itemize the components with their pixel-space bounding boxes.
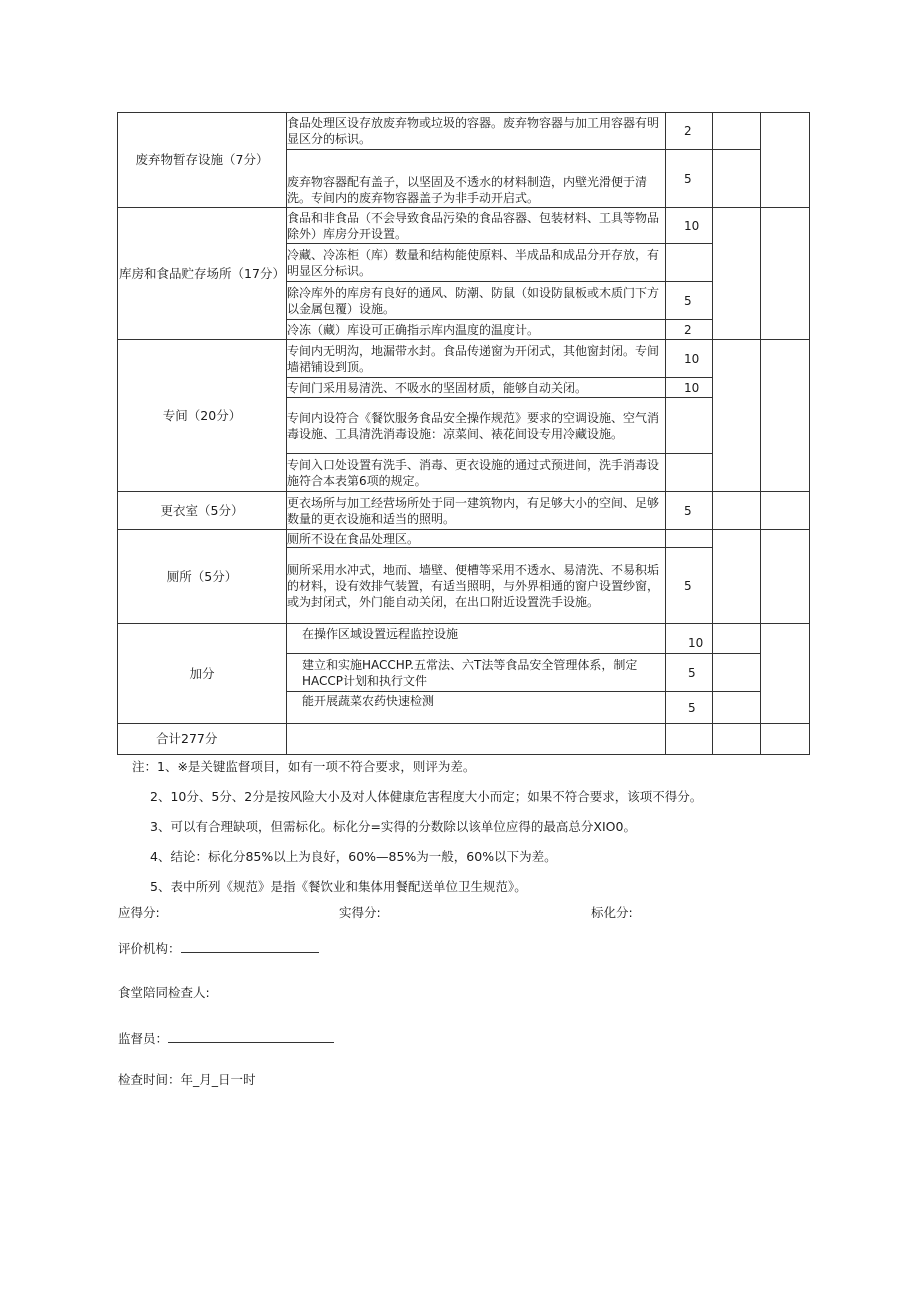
remark-cell <box>761 724 810 755</box>
points-cell: 2 <box>666 320 713 340</box>
standard-score-label: 标化分: <box>591 905 633 920</box>
requirement-cell: 能开展蔬菜农药快速检测 <box>287 692 666 724</box>
canteen-inspector-line <box>118 983 210 1003</box>
category-cell: 加分 <box>118 624 287 724</box>
category-cell: 厕所（5分） <box>118 530 287 624</box>
score-cell <box>713 492 761 530</box>
requirement-cell: 除冷库外的库房有良好的通风、防潮、防鼠（如设防鼠板或木质门下方以金属包覆）设施。 <box>287 282 666 320</box>
remark-cell <box>761 624 810 724</box>
requirement-cell: 食品处理区设存放废弃物或垃圾的容器。废弃物容器与加工用容器有明显区分的标识。 <box>287 113 666 150</box>
category-cell: 更衣室（5分） <box>118 492 287 530</box>
table-row <box>118 530 810 548</box>
points-cell: 10 <box>666 340 713 378</box>
evaluation-org-label: 评价机构： <box>118 941 181 956</box>
score-summary-row <box>118 903 738 923</box>
remark-cell <box>761 113 810 208</box>
note-line: 2、10分、5分、2分是按风险大小及对人体健康危害程度大小而定；如果不符合要求，该项不得分。 <box>150 789 703 804</box>
category-cell: 废弃物暂存设施（7分） <box>118 113 287 208</box>
score-cell <box>713 340 761 492</box>
due-score-label: 应得分: <box>118 905 160 920</box>
remark-cell <box>761 340 810 492</box>
remark-cell <box>761 530 810 624</box>
requirement-cell <box>287 724 666 755</box>
supervisor-line <box>118 1028 334 1048</box>
points-cell: 5 <box>666 692 713 724</box>
supervisor-label: 监督员： <box>118 1031 169 1046</box>
requirement-cell: 在操作区域设置远程监控设施 <box>287 624 666 654</box>
points-cell: 5 <box>666 654 713 692</box>
points-cell: 10 <box>666 624 713 654</box>
table-row <box>118 724 810 755</box>
category-cell: 库房和食品贮存场所（17分） <box>118 208 287 340</box>
requirement-cell: 更衣场所与加工经营场所处于同一建筑物内，有足够大小的空间、足够数量的更衣设施和适当的照明。 <box>287 492 666 530</box>
points-cell <box>666 530 713 548</box>
category-cell: 专间（20分） <box>118 340 287 492</box>
note-line: 5、表中所列《规范》是指《餐饮业和集体用餐配送单位卫生规范》。 <box>150 879 527 894</box>
points-cell: 10 <box>666 378 713 398</box>
inspection-time-label: 检查时间：年_月_日一时 <box>118 1072 256 1087</box>
score-cell <box>713 208 761 340</box>
points-cell: 5 <box>666 150 713 208</box>
evaluation-org-blank[interactable] <box>181 938 319 953</box>
score-cell <box>713 692 761 724</box>
requirement-cell: 专间门采用易清洗、不吸水的坚固材质，能够自动关闭。 <box>287 378 666 398</box>
table-row <box>118 624 810 654</box>
actual-score-label: 实得分: <box>339 905 381 920</box>
score-cell <box>713 113 761 150</box>
requirement-cell: 冷冻（藏）库设可正确指示库内温度的温度计。 <box>287 320 666 340</box>
evaluation-org-line <box>118 938 319 958</box>
points-cell <box>666 724 713 755</box>
points-cell: 10 <box>666 208 713 244</box>
note-line: 注：1、※是关键监督项目，如有一项不符合要求，则评为差。 <box>132 759 476 774</box>
notes-section <box>118 758 838 908</box>
requirement-cell: 厕所采用水冲式，地而、墙壁、便槽等采用不透水、易清洗、不易积垢的材料，设有效排气装置，有适当照明，与外界相通的窗户设置纱窗，或为封闭式，外门能自动关闭，在出口附近设置洗手设施。 <box>287 548 666 624</box>
requirement-cell: 厕所不设在食品处理区。 <box>287 530 666 548</box>
note-line: 4、结论：标化分85%以上为良好，60%—85%为一般，60%以下为差。 <box>150 849 557 864</box>
inspection-time-line <box>118 1070 256 1090</box>
score-cell <box>713 530 761 624</box>
total-cell: 合计277分 <box>118 724 287 755</box>
requirement-cell: 建立和实施HACCHP.五常法、六T法等食品安全管理体系，制定HACCP计划和执行文件 <box>287 654 666 692</box>
points-cell <box>666 454 713 492</box>
canteen-inspector-label: 食堂陪同检查人: <box>118 985 210 1000</box>
points-cell <box>666 244 713 282</box>
requirement-cell: 冷藏、冷冻柜（库）数量和结构能使原料、半成品和成品分开存放，有明显区分标识。 <box>287 244 666 282</box>
inspection-table-wrap <box>117 112 809 755</box>
points-cell: 5 <box>666 492 713 530</box>
table-row <box>118 208 810 244</box>
requirement-cell: 专间入口处设置有洗手、消毒、更衣设施的通过式预进间，洗手消毒设施符合本表第6项的规定。 <box>287 454 666 492</box>
table-row <box>118 340 810 378</box>
requirement-cell: 专间内无明沟，地漏带水封。食品传递窗为开闭式，其他窗封闭。专间墙裙铺设到顶。 <box>287 340 666 378</box>
remark-cell <box>761 492 810 530</box>
note-line: 3、可以有合理缺项，但需标化。标化分=实得的分数除以该单位应得的最高总分XIO0。 <box>150 819 636 834</box>
inspection-table <box>117 112 810 755</box>
score-cell <box>713 724 761 755</box>
points-cell: 2 <box>666 113 713 150</box>
points-cell: 5 <box>666 548 713 624</box>
table-row <box>118 113 810 150</box>
score-cell <box>713 150 761 208</box>
points-cell <box>666 398 713 454</box>
remark-cell <box>761 208 810 340</box>
requirement-cell: 专间内设符合《餐饮服务食品安全操作规范》要求的空调设施、空气消毒设施、工具清洗消毒设施：凉菜间、裱花间设专用冷藏设施。 <box>287 398 666 454</box>
score-cell <box>713 624 761 654</box>
supervisor-blank[interactable] <box>168 1028 334 1043</box>
score-cell <box>713 654 761 692</box>
requirement-cell: 食品和非食品（不会导致食品污染的食品容器、包装材料、工具等物品除外）库房分开设置。 <box>287 208 666 244</box>
points-cell: 5 <box>666 282 713 320</box>
requirement-cell: 废弃物容器配有盖子，以坚固及不透水的材料制造，内壁光滑便于清洗。专间内的废弃物容器盖子为非手动开启式。 <box>287 150 666 208</box>
table-row <box>118 492 810 530</box>
